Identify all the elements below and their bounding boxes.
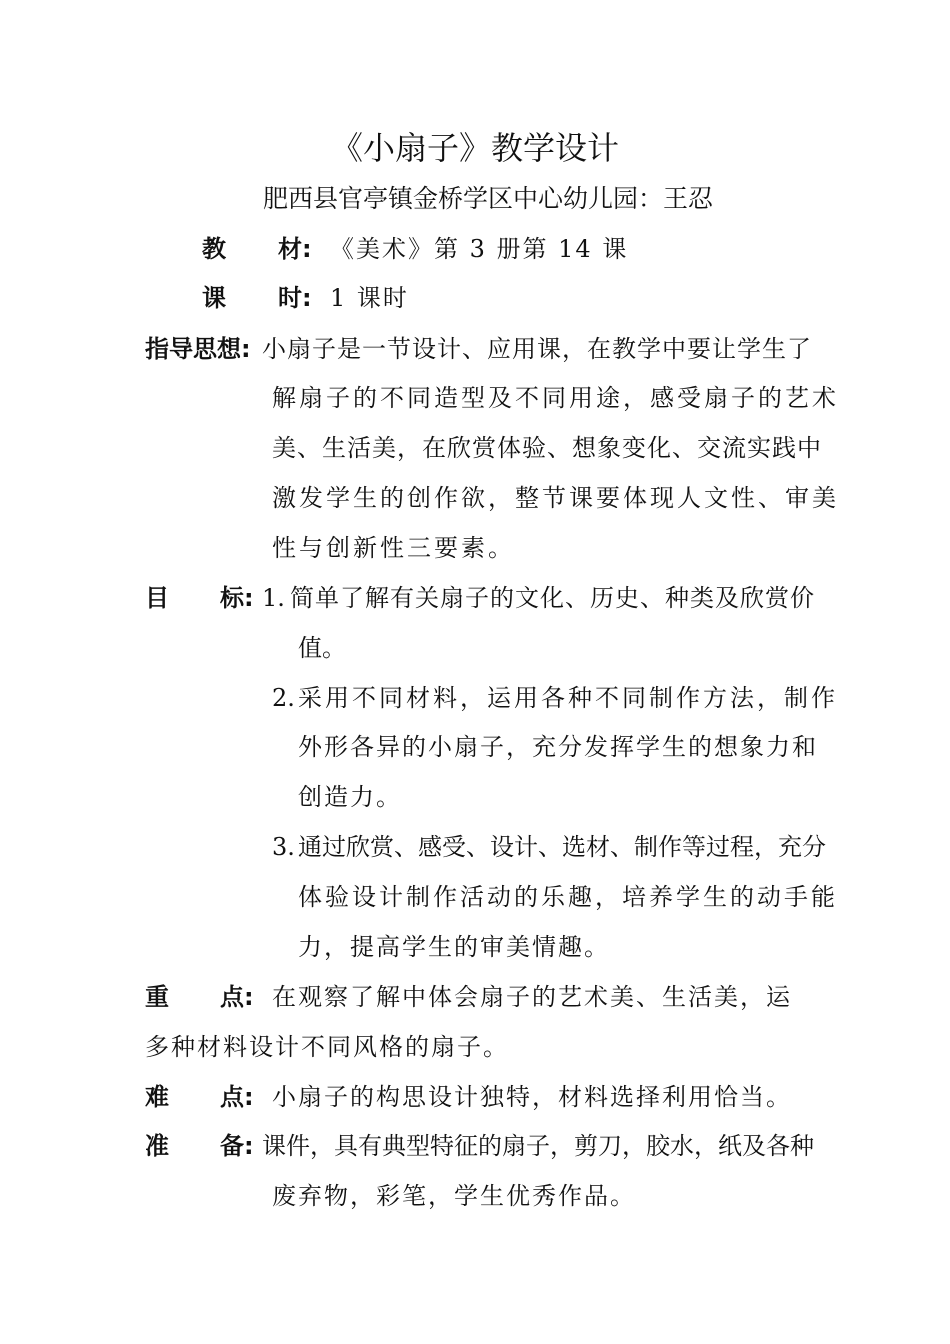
preparation-label-a: 准 [145, 1132, 169, 1160]
goal-line: 通过欣赏、感受、设计、选材、制作等过程，充分 [298, 833, 826, 861]
difficulty-label-a: 难 [145, 1083, 169, 1111]
key-point-line: 在观察了解中体会扇子的艺术美、生活美，运 [272, 983, 792, 1011]
goal-line: 外形各异的小扇子，充分发挥学生的想象力和 [298, 733, 818, 761]
goal-line: 值。 [298, 634, 346, 662]
goals-label-b: 标: [220, 584, 254, 612]
preparation-label-b: 备: [220, 1132, 254, 1160]
difficulty-value: 小扇子的构思设计独特，材料选择利用恰当。 [272, 1083, 792, 1111]
document-subtitle: 肥西县官亭镇金桥学区中心幼儿园：王忍 [262, 184, 713, 213]
goal-number: 1. [262, 584, 285, 612]
goal-line: 体验设计制作活动的乐趣，培养学生的动手能 [298, 883, 838, 911]
goal-line: 采用不同材料，运用各种不同制作方法，制作 [298, 684, 838, 712]
material-label-b: 材: [278, 235, 312, 263]
goal-line: 创造力。 [298, 783, 402, 811]
goal-number: 2. [272, 684, 295, 712]
goals-label-a: 目 [145, 584, 169, 612]
material-label-a: 教 [202, 235, 226, 263]
document-title: 《小扇子》教学设计 [330, 129, 619, 167]
goal-line: 简单了解有关扇子的文化、历史、种类及欣赏价 [290, 584, 815, 612]
key-point-label-a: 重 [145, 983, 169, 1011]
guiding-line: 美、生活美，在欣赏体验、想象变化、交流实践中 [272, 434, 822, 462]
duration-label-b: 时: [278, 284, 312, 312]
duration-value: 1 课时 [330, 284, 409, 312]
guiding-label: 指导思想: [145, 335, 251, 363]
preparation-line: 课件，具有典型特征的扇子，剪刀，胶水，纸及各种 [262, 1132, 814, 1160]
preparation-line: 废弃物，彩笔，学生优秀作品。 [272, 1182, 636, 1210]
goal-line: 力，提高学生的审美情趣。 [298, 933, 610, 961]
goal-number: 3. [272, 833, 295, 861]
guiding-line: 性与创新性三要素。 [272, 534, 515, 562]
material-value: 《美术》第 3 册第 14 课 [330, 235, 629, 263]
duration-label-a: 课 [202, 284, 226, 312]
guiding-line: 激发学生的创作欲，整节课要体现人文性、审美 [272, 484, 839, 512]
difficulty-label-b: 点: [220, 1083, 254, 1111]
key-point-label-b: 点: [220, 983, 254, 1011]
guiding-line: 解扇子的不同造型及不同用途，感受扇子的艺术 [272, 384, 839, 412]
key-point-line: 多种材料设计不同风格的扇子。 [145, 1033, 509, 1061]
guiding-line: 小扇子是一节设计、应用课，在教学中要让学生了 [262, 335, 812, 363]
